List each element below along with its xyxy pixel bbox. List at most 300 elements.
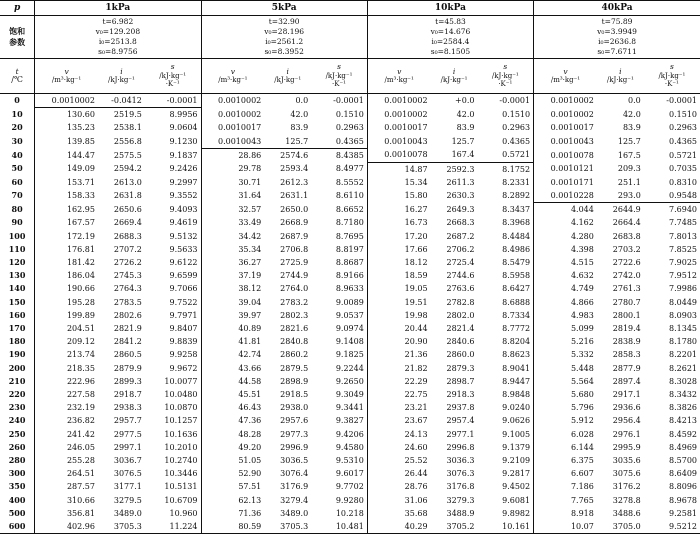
specific-volume-cell: 0.0010017: [534, 121, 597, 134]
entropy-cell: -0.0001: [666, 96, 697, 106]
specific-volume-cell: 236.82: [35, 414, 98, 427]
specific-volume-cell: 0.0010171: [534, 176, 597, 189]
enthalpy-cell: 42.0: [622, 109, 641, 119]
temperature-cell: 280: [0, 454, 35, 467]
enthalpy-cell: 2802.3: [280, 310, 309, 320]
enthalpy-cell: 2664.4: [612, 218, 641, 228]
entropy-cell: 8.0903: [669, 310, 697, 320]
entropy-cell: -0.0001: [499, 96, 531, 106]
specific-volume-cell: 199.89: [35, 309, 98, 322]
enthalpy-cell: 2977.3: [280, 429, 309, 439]
entropy-cell: 8.2621: [669, 363, 697, 373]
entropy-cell: 8.1345: [669, 323, 697, 333]
enthalpy-cell: 0.0: [295, 96, 309, 106]
specific-volume-cell: 0.0010043: [367, 135, 430, 149]
specific-volume-cell: 30.71: [201, 176, 264, 189]
sat-v: v₀=28.196: [264, 27, 305, 36]
entropy-cell: 8.3028: [669, 376, 697, 386]
specific-volume-cell: 14.87: [367, 162, 430, 176]
enthalpy-cell: 3279.3: [446, 495, 475, 505]
sat-s: s₀=8.1505: [430, 47, 471, 56]
entropy-cell: 7.9512: [669, 271, 697, 281]
column-header-row: [0, 59, 700, 94]
specific-volume-cell: 5.448: [534, 362, 597, 375]
column-symbol: v: [64, 66, 69, 76]
specific-volume-cell: 4.398: [534, 243, 597, 256]
enthalpy-cell: 83.9: [622, 123, 641, 133]
enthalpy-cell: 2783.5: [113, 297, 142, 307]
table-body: [0, 94, 700, 534]
entropy-cell: 8.5552: [335, 177, 364, 187]
specific-volume-cell: 23.21: [367, 401, 430, 414]
enthalpy-cell: 2644.9: [612, 205, 641, 215]
entropy-cell: 8.5479: [502, 257, 531, 267]
entropy-cell: 0.1510: [335, 109, 364, 119]
enthalpy-column-header: [264, 59, 311, 94]
entropy-cell: 9.0604: [169, 123, 198, 133]
entropy-cell: 9.0240: [502, 403, 531, 413]
temperature-cell: 150: [0, 296, 35, 309]
enthalpy-cell: 2611.3: [446, 177, 475, 187]
temperature-cell: 230: [0, 401, 35, 414]
enthalpy-cell: 2763.6: [446, 284, 475, 294]
specific-volume-cell: 241.42: [35, 428, 98, 441]
temperature-cell: 60: [0, 176, 35, 189]
entropy-column-header: [145, 59, 201, 94]
specific-volume-cell: 0.0010043: [534, 135, 597, 149]
specific-volume-cell: 186.04: [35, 269, 98, 282]
entropy-cell: 9.4093: [169, 204, 198, 214]
specific-volume-cell: 5.796: [534, 401, 597, 414]
table-row: [0, 454, 700, 467]
entropy-cell: 0.1510: [502, 109, 531, 119]
table-row: [0, 348, 700, 361]
enthalpy-cell: 3705.0: [597, 520, 644, 534]
entropy-cell: 9.0089: [335, 297, 364, 307]
enthalpy-cell: 2860.0: [446, 350, 475, 360]
specific-volume-cell: 40.29: [367, 520, 430, 534]
enthalpy-cell: 3176.9: [280, 482, 309, 492]
specific-volume-cell: 4.280: [534, 230, 597, 243]
temperature-cell: 600: [0, 520, 35, 534]
entropy-cell: 8.9848: [502, 389, 531, 399]
entropy-cell: 10.3446: [164, 469, 198, 479]
enthalpy-cell: 2898.7: [446, 376, 475, 386]
enthalpy-cell: 3075.6: [612, 469, 641, 479]
column-unit: /m³·kg⁻¹: [218, 76, 248, 84]
column-unit: /m³·kg⁻¹: [550, 76, 581, 84]
entropy-cell: 9.3049: [335, 389, 364, 399]
enthalpy-cell: 2631.1: [280, 191, 309, 201]
specific-volume-cell: 18.12: [367, 256, 430, 269]
entropy-cell: 8.3437: [502, 204, 531, 214]
entropy-cell: 9.3827: [335, 416, 364, 426]
table-row: [0, 282, 700, 295]
sat-i: i₀=2584.4: [431, 37, 470, 46]
entropy-column-header: [644, 59, 700, 94]
entropy-cell: 10.5131: [164, 482, 198, 492]
temperature-cell: 130: [0, 269, 35, 282]
specific-volume-cell: 0.0010002: [534, 94, 597, 108]
entropy-cell: 10.161: [477, 520, 533, 534]
column-symbol: s: [503, 62, 508, 72]
enthalpy-cell: 2612.3: [280, 177, 309, 187]
specific-volume-cell: 7.186: [534, 480, 597, 493]
temperature-cell: 240: [0, 414, 35, 427]
specific-volume-cell: 19.98: [367, 309, 430, 322]
entropy-cell: 9.5212: [644, 520, 700, 534]
enthalpy-cell: 0.0: [628, 96, 641, 106]
column-symbol: v: [397, 66, 402, 76]
table-row: [0, 428, 700, 441]
specific-volume-cell: 35.68: [367, 507, 430, 520]
entropy-cell: 9.9280: [335, 495, 364, 505]
enthalpy-cell: 125.7: [451, 136, 475, 146]
temperature-cell: 100: [0, 230, 35, 243]
enthalpy-cell: 2650.6: [113, 204, 142, 214]
enthalpy-cell: 2683.8: [612, 231, 641, 241]
table-row: [0, 230, 700, 243]
enthalpy-cell: 3705.2: [431, 520, 478, 534]
temperature-cell: 140: [0, 282, 35, 295]
pressure-10kpa: 10kPa: [367, 1, 533, 16]
temperature-cell: 220: [0, 388, 35, 401]
specific-volume-cell: 144.47: [35, 148, 98, 162]
entropy-cell: 9.7066: [169, 284, 198, 294]
saturation-cell-5kpa: [201, 16, 367, 59]
enthalpy-cell: 3076.4: [280, 469, 309, 479]
entropy-cell: 8.5700: [669, 455, 697, 465]
column-symbol: i: [120, 66, 123, 76]
sat-t: t=45.83: [435, 17, 466, 26]
temperature-cell: 260: [0, 441, 35, 454]
enthalpy-cell: 167.5: [617, 150, 641, 160]
entropy-cell: 8.8623: [502, 350, 531, 360]
temperature-label: [0, 59, 35, 94]
enthalpy-cell: 2669.4: [113, 218, 142, 228]
enthalpy-cell: 125.7: [264, 135, 311, 149]
enthalpy-cell: 125.7: [617, 136, 641, 146]
specific-volume-cell: 24.60: [367, 441, 430, 454]
specific-volume-cell: 48.28: [201, 428, 264, 441]
entropy-cell: 8.9678: [669, 495, 697, 505]
enthalpy-cell: 2821.9: [113, 323, 142, 333]
specific-volume-cell: 153.71: [35, 176, 98, 189]
specific-volume-cell: 22.29: [367, 375, 430, 388]
entropy-cell: 0.4365: [311, 135, 367, 149]
temperature-cell: 120: [0, 256, 35, 269]
specific-volume-cell: 4.983: [534, 309, 597, 322]
enthalpy-cell: 2744.6: [446, 271, 475, 281]
entropy-cell: 9.6122: [169, 257, 198, 267]
enthalpy-cell: 42.0: [456, 109, 475, 119]
specific-volume-cell: 15.80: [367, 189, 430, 203]
enthalpy-cell: 2764.0: [280, 284, 309, 294]
entropy-cell: 8.8687: [335, 257, 364, 267]
specific-volume-cell: 246.05: [35, 441, 98, 454]
table-row: [0, 322, 700, 335]
saturation-cell-10kpa: [367, 16, 533, 59]
sat-s: s₀=7.6711: [597, 47, 637, 56]
enthalpy-cell: 293.0: [597, 189, 644, 203]
enthalpy-cell: 3036.7: [113, 455, 142, 465]
enthalpy-cell: 2957.6: [280, 416, 309, 426]
specific-volume-cell: 172.19: [35, 230, 98, 243]
specific-volume-cell: 34.42: [201, 230, 264, 243]
specific-volume-cell: 7.765: [534, 494, 597, 507]
enthalpy-cell: 2917.1: [612, 389, 641, 399]
entropy-cell: 11.224: [145, 520, 201, 534]
t-symbol: t: [15, 66, 19, 76]
column-unit: /m³·kg⁻¹: [51, 76, 82, 84]
specific-volume-cell: 38.12: [201, 282, 264, 295]
specific-volume-cell: 40.89: [201, 322, 264, 335]
enthalpy-cell: 2630.3: [446, 191, 475, 201]
enthalpy-cell: 2556.8: [113, 136, 142, 146]
specific-volume-cell: 28.86: [201, 148, 264, 162]
specific-volume-cell: 5.680: [534, 388, 597, 401]
temperature-cell: 110: [0, 243, 35, 256]
specific-volume-cell: 4.162: [534, 216, 597, 229]
specific-volume-cell: 149.09: [35, 162, 98, 176]
entropy-cell: 10.1257: [164, 416, 198, 426]
enthalpy-cell: 2899.3: [113, 376, 142, 386]
specific-volume-cell: 0.0010121: [534, 162, 597, 176]
column-unit: /kJ·kg⁻¹: [159, 71, 187, 80]
enthalpy-column-header: [98, 59, 145, 94]
specific-volume-cell: 18.59: [367, 269, 430, 282]
enthalpy-cell: 2879.5: [280, 363, 309, 373]
temperature-cell: 350: [0, 480, 35, 493]
enthalpy-cell: 2687.2: [446, 231, 475, 241]
specific-volume-cell: 130.60: [35, 108, 98, 122]
table-row: [0, 401, 700, 414]
saturation-cell-40kpa: [534, 16, 700, 59]
specific-volume-cell: 80.59: [201, 520, 264, 534]
specific-volume-cell: 0.0010002: [201, 94, 264, 108]
column-unit: /kJ·kg⁻¹: [325, 71, 353, 80]
enthalpy-cell: 167.4: [431, 148, 478, 162]
entropy-cell: 9.9672: [169, 363, 198, 373]
enthalpy-cell: 2649.3: [446, 204, 475, 214]
table-row: [0, 94, 700, 108]
specific-volume-cell: 181.42: [35, 256, 98, 269]
temperature-cell: 250: [0, 428, 35, 441]
column-unit: /kJ·kg⁻¹: [274, 76, 302, 84]
enthalpy-cell: 2687.9: [280, 231, 309, 241]
specific-volume-cell: 62.13: [201, 494, 264, 507]
saturation-row: [0, 16, 700, 59]
specific-volume-column-header: [367, 59, 430, 94]
table-row: [0, 296, 700, 309]
entropy-column-header: [311, 59, 367, 94]
temperature-cell: 210: [0, 375, 35, 388]
entropy-cell: 8.9166: [335, 271, 364, 281]
specific-volume-cell: 20.44: [367, 322, 430, 335]
entropy-cell: 7.8013: [669, 231, 697, 241]
specific-volume-cell: 5.099: [534, 322, 597, 335]
table-row: [0, 176, 700, 189]
entropy-cell: 8.8204: [502, 337, 531, 347]
enthalpy-cell: 3488.6: [612, 508, 641, 518]
specific-volume-cell: 21.82: [367, 362, 430, 375]
entropy-cell: 8.1780: [669, 337, 697, 347]
specific-volume-cell: 310.66: [35, 494, 98, 507]
specific-volume-cell: 135.23: [35, 121, 98, 134]
entropy-cell: 8.8197: [335, 244, 364, 254]
sat-v: v₀=14.676: [430, 27, 471, 36]
specific-volume-cell: 36.27: [201, 256, 264, 269]
table-row: [0, 467, 700, 480]
enthalpy-cell: 2841.2: [113, 337, 142, 347]
enthalpy-cell: 2976.1: [612, 429, 641, 439]
enthalpy-cell: 3705.3: [264, 520, 311, 534]
table-row: [0, 243, 700, 256]
enthalpy-cell: -0.0412: [98, 94, 145, 108]
entropy-cell: 9.2109: [502, 455, 531, 465]
specific-volume-cell: 232.19: [35, 401, 98, 414]
sat-v: v₀=129.208: [95, 27, 141, 36]
entropy-cell: 10.0870: [164, 403, 198, 413]
pressure-header-row: [0, 1, 700, 16]
sat-s: s₀=8.3952: [264, 47, 304, 56]
entropy-cell: 10.0077: [164, 376, 198, 386]
specific-volume-cell: 162.95: [35, 203, 98, 217]
entropy-cell: 9.2244: [335, 363, 364, 373]
specific-volume-cell: 0.0010002: [35, 94, 98, 108]
entropy-cell: 7.6940: [669, 205, 697, 215]
column-symbol: i: [619, 66, 622, 76]
entropy-cell: 10.218: [335, 508, 364, 518]
enthalpy-cell: 2726.2: [113, 257, 142, 267]
enthalpy-cell: 3278.8: [612, 495, 641, 505]
enthalpy-cell: 2937.8: [446, 403, 475, 413]
specific-volume-cell: 4.866: [534, 296, 597, 309]
entropy-cell: 0.7035: [669, 164, 697, 174]
entropy-cell: 9.0626: [502, 416, 531, 426]
specific-volume-cell: 356.81: [35, 507, 98, 520]
entropy-cell: 9.2650: [335, 376, 364, 386]
temperature-cell: 70: [0, 189, 35, 203]
column-unit-extra: ·K⁻¹: [332, 80, 346, 89]
specific-volume-cell: 35.34: [201, 243, 264, 256]
specific-volume-cell: 49.20: [201, 441, 264, 454]
entropy-cell: 9.5310: [335, 455, 364, 465]
pressure-40kpa: 40kPa: [534, 1, 700, 16]
enthalpy-cell: 3279.4: [280, 495, 309, 505]
specific-volume-cell: 39.04: [201, 296, 264, 309]
entropy-cell: 0.2963: [335, 123, 364, 133]
specific-volume-cell: 0.0010078: [534, 148, 597, 162]
enthalpy-cell: 2519.5: [113, 110, 142, 120]
sat-s: s₀=8.9756: [98, 47, 138, 56]
entropy-cell: 0.5721: [669, 150, 697, 160]
specific-volume-cell: 8.918: [534, 507, 597, 520]
table-row: [0, 309, 700, 322]
specific-volume-cell: 20.90: [367, 335, 430, 348]
enthalpy-cell: 3279.5: [113, 495, 142, 505]
enthalpy-cell: 2706.8: [280, 244, 309, 254]
enthalpy-cell: 3076.5: [113, 469, 142, 479]
column-symbol: i: [286, 66, 289, 76]
specific-volume-cell: 17.66: [367, 243, 430, 256]
entropy-cell: 8.6110: [335, 191, 364, 201]
specific-volume-cell: 29.78: [201, 162, 264, 176]
entropy-cell: 9.0537: [335, 310, 364, 320]
entropy-cell: 8.2331: [502, 177, 531, 187]
enthalpy-cell: 2918.5: [280, 389, 309, 399]
enthalpy-cell: 2613.0: [113, 177, 142, 187]
sat-v: v₀=3.9949: [597, 27, 637, 36]
enthalpy-cell: 2997.1: [113, 442, 142, 452]
entropy-cell: 7.7485: [669, 218, 697, 228]
enthalpy-cell: 2593.4: [280, 164, 309, 174]
entropy-cell: 9.8839: [169, 337, 198, 347]
enthalpy-cell: 2800.1: [612, 310, 641, 320]
table-row: [0, 121, 700, 134]
specific-volume-cell: 52.90: [201, 467, 264, 480]
temperature-cell: 50: [0, 162, 35, 176]
specific-volume-cell: 139.85: [35, 135, 98, 149]
table-row: [0, 189, 700, 203]
column-unit: /kJ·kg⁻¹: [606, 76, 634, 84]
entropy-cell: 8.9041: [502, 363, 531, 373]
entropy-cell: 8.4986: [502, 244, 531, 254]
column-unit-extra: ·K⁻¹: [498, 80, 513, 89]
specific-volume-cell: 5.332: [534, 348, 597, 361]
specific-volume-cell: 51.05: [201, 454, 264, 467]
entropy-cell: 9.7971: [169, 310, 198, 320]
specific-volume-cell: 45.51: [201, 388, 264, 401]
specific-volume-cell: 5.912: [534, 414, 597, 427]
enthalpy-cell: 2956.4: [612, 416, 641, 426]
specific-volume-cell: 44.58: [201, 375, 264, 388]
entropy-cell: 9.4580: [335, 442, 364, 452]
enthalpy-cell: 2819.4: [612, 323, 641, 333]
entropy-cell: 9.5132: [169, 231, 198, 241]
enthalpy-cell: 2707.2: [113, 244, 142, 254]
enthalpy-cell: 3705.3: [98, 520, 145, 534]
enthalpy-cell: 2938.3: [113, 403, 142, 413]
specific-volume-cell: 17.20: [367, 230, 430, 243]
saturation-label-line2: 参数: [9, 37, 26, 47]
specific-volume-cell: 26.44: [367, 467, 430, 480]
specific-volume-cell: 0.0010078: [367, 148, 430, 162]
enthalpy-cell: 2764.3: [113, 284, 142, 294]
enthalpy-cell: 2668.9: [280, 218, 309, 228]
specific-volume-cell: 227.58: [35, 388, 98, 401]
entropy-cell: 9.7522: [169, 297, 198, 307]
entropy-cell: 0.4365: [502, 136, 531, 146]
table-row: [0, 135, 700, 149]
entropy-cell: 8.4484: [502, 231, 531, 241]
enthalpy-cell: 2688.3: [113, 231, 142, 241]
enthalpy-cell: 2668.3: [446, 218, 475, 228]
entropy-cell: 9.4619: [169, 218, 198, 228]
specific-volume-cell: 31.06: [367, 494, 430, 507]
temperature-cell: 170: [0, 322, 35, 335]
enthalpy-cell: 3036.3: [446, 455, 475, 465]
temperature-cell: 190: [0, 348, 35, 361]
entropy-cell: 0.2963: [502, 123, 531, 133]
specific-volume-cell: 0.0010043: [201, 135, 264, 149]
entropy-cell: 9.1379: [502, 442, 531, 452]
entropy-cell: -0.0001: [145, 94, 201, 108]
enthalpy-cell: 2575.5: [113, 150, 142, 160]
enthalpy-cell: 2918.3: [446, 389, 475, 399]
entropy-cell: 9.6599: [169, 271, 198, 281]
sat-t: t=6.982: [102, 17, 134, 26]
